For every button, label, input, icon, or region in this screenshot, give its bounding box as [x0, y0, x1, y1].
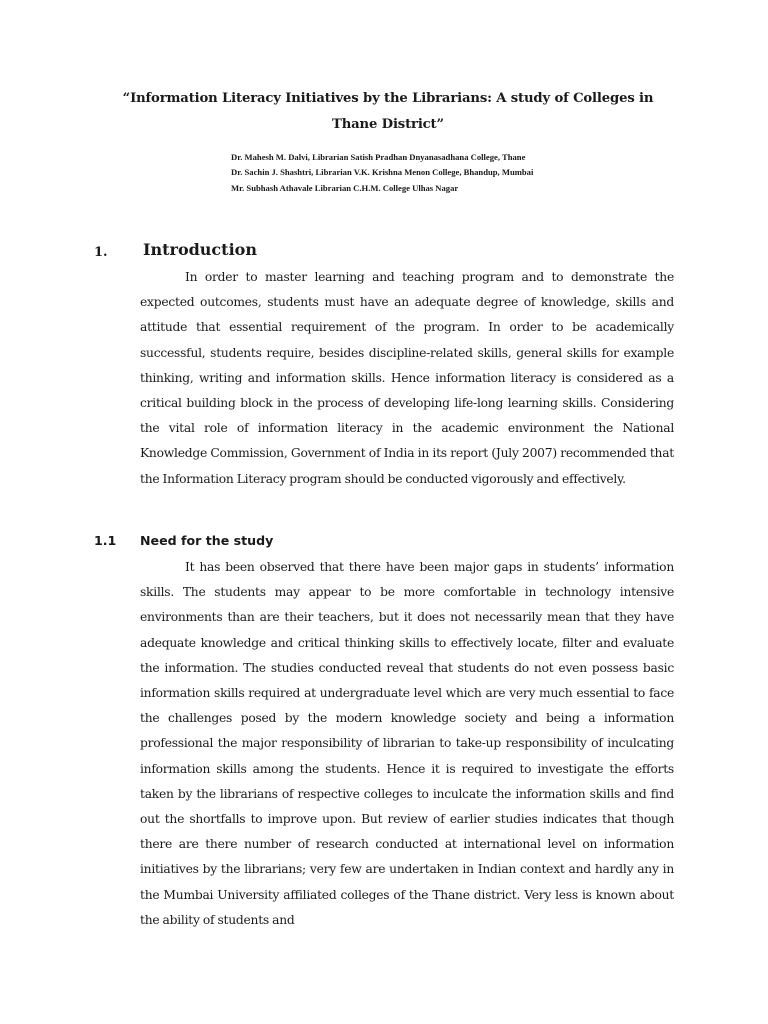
section-number: 1. — [94, 245, 108, 260]
author-line: Dr. Mahesh M. Dalvi, Librarian Satish Pradhan Dnyanasadhana College, Thane — [231, 152, 526, 162]
subsection-heading-need-for-study: Need for the study — [140, 533, 274, 548]
need-for-study-paragraph: It has been observed that there have been major gaps in students’ information skills. The students may appear to be more comfortable in technology intensive environments than are their teachers, but it does not necessarily mean that they have adequate knowledge and critical thinking skills to effectively locate, filter and evaluate the information. The studies conducted reveal that students do not even possess basic information skills required at undergraduate level which are very much essential to face the challenges posed by the modern knowledge society and being a information professional the major responsibility of librarian to take-up responsibility of inculcating information skills among the students. Hence it is required to investigate the efforts taken by the librarians of respective colleges to inculcate the information skills and find out the shortfalls to improve upon. But review of earlier studies indicates that though there are there number of research conducted at international level on information initiatives by the librarians; very few are undertaken in Indian context and hardly any in the Mumbai University affiliated colleges of the Thane district. Very less is known about the ability of students and — [140, 560, 674, 927]
author-line: Dr. Sachin J. Shashtri, Librarian V.K. Krishna Menon College, Bhandup, Mumbai — [231, 167, 534, 178]
section-heading-introduction: Introduction — [143, 240, 257, 259]
paper-title: “Information Literacy Initiatives by the Librarians: A study of Colleges in Thane District” — [122, 91, 654, 132]
introduction-paragraph: In order to master learning and teaching program and to demonstrate the expected outcomes, students must have an adequate degree of knowledge, skills and attitude that essential requirement of the program. In order to be academically successful, students require, besides discipline-related skills, general skills for example thinking, writing and information skills. Hence information literacy is considered as a critical building block in the process of developing life-long learning skills. Considering the vital role of information literacy in the academic environment the National Knowledge Commission, Government of India in its report (July 2007) recommended that the Information Literacy program should be conducted vigorously and effectively. — [140, 270, 674, 486]
subsection-number: 1.1 — [94, 533, 117, 548]
author-line: Mr. Subhash Athavale Librarian C.H.M. College Ulhas Nagar — [231, 182, 459, 193]
author-list — [231, 150, 651, 196]
